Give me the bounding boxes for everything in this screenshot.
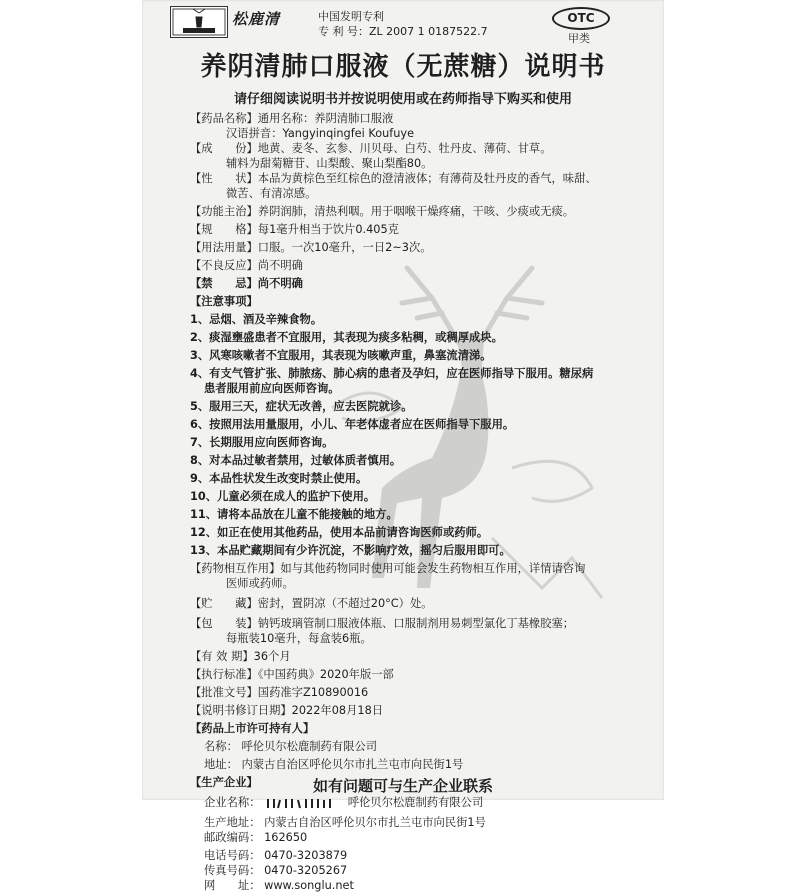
contact-footer: 如有问题可与生产企业联系 (312, 777, 493, 795)
precaution-item: 3、风寒咳嗽者不宜服用，其表现为咳嗽声重，鼻塞流清涕。 (190, 349, 492, 362)
brand-name: 松鹿清 (232, 10, 281, 28)
manufacturer-name-label: 企业名称： (204, 796, 261, 809)
patent-line-2: 专 利 号：ZL 2007 1 0187522.7 (318, 25, 488, 38)
revision-date: 【说明书修订日期】2022年08月18日 (190, 704, 384, 717)
precautions-title: 【注意事项】 (190, 295, 258, 308)
mongolian-script-icon (264, 797, 344, 809)
fax-number: 传真号码： 0470-3205267 (204, 864, 348, 877)
mah-address: 地址： 内蒙古自治区呼伦贝尔市扎兰屯市向民街1号 (204, 758, 464, 771)
approval-number: 【批准文号】国药准字Z10890016 (190, 686, 369, 699)
leaflet-title: 养阴清肺口服液（无蔗糖）说明书 (200, 52, 606, 82)
manufacturer-name-row (190, 795, 600, 810)
precaution-item-cont: 患者服用前应向医师咨询。 (204, 382, 340, 395)
manufacturer-name: 呼伦贝尔松鹿制药有限公司 (347, 796, 484, 809)
precaution-item: 1、忌烟、酒及辛辣食物。 (190, 313, 323, 326)
composition: 【成 份】地黄、麦冬、玄参、川贝母、白芍、牡丹皮、薄荷、甘草。 (190, 142, 552, 155)
standard: 【执行标准】《中国药典》2020年版一部 (190, 668, 394, 681)
shelf-life: 【有 效 期】36个月 (190, 650, 291, 663)
precaution-item: 13、本品贮藏期间有少许沉淀，不影响疗效，摇匀后服用即可。 (190, 544, 511, 557)
adverse-reactions: 【不良反应】尚不明确 (190, 259, 303, 272)
phone-number: 电话号码： 0470-3203879 (204, 849, 348, 862)
precaution-item: 12、如正在使用其他药品，使用本品前请咨询医师或药师。 (190, 526, 489, 539)
precaution-item: 6、按照用法用量服用，小儿、年老体虚者应在医师指导下服用。 (190, 418, 515, 431)
precaution-item: 8、对本品过敏者禁用，过敏体质者慎用。 (190, 454, 402, 467)
drug-name: 【药品名称】通用名称：养阴清肺口服液 (190, 112, 394, 125)
deer-logo-icon (171, 7, 227, 37)
patent-line-1: 中国发明专利 (318, 10, 384, 23)
drug-interactions: 【药物相互作用】如与其他药物同时使用可能会发生药物相互作用，详情请咨询 (190, 562, 586, 575)
leaflet-subtitle: 请仔细阅读说明书并按说明使用或在药师指导下购买和使用 (233, 92, 572, 107)
appearance-cont: 微苦、有清凉感。 (226, 187, 317, 200)
specification: 【规 格】每1毫升相当于饮片0.405克 (190, 223, 399, 236)
appearance: 【性 状】本品为黄棕色至红棕色的澄清液体；有薄荷及牡丹皮的香气，味甜、 (190, 172, 597, 185)
mah-title: 【药品上市许可持有人】 (190, 722, 315, 735)
instruction-leaflet (142, 0, 664, 892)
precaution-item: 2、痰湿壅盛患者不宜服用，其表现为痰多粘稠，或稠厚成块。 (190, 331, 503, 344)
manufacturer-title: 【生产企业】 (190, 776, 258, 789)
brand-logo (170, 6, 228, 38)
excipients: 辅料为甜菊糖苷、山梨酸、聚山梨酯80。 (226, 157, 433, 170)
storage: 【贮 藏】密封，置阴凉（不超过20°C）处。 (190, 597, 433, 610)
patent-info (318, 9, 488, 39)
precaution-item: 7、长期服用应向医师咨询。 (190, 436, 334, 449)
packaging-cont: 每瓶装10毫升，每盒装6瓶。 (226, 632, 372, 645)
precaution-item: 4、有支气管扩张、肺脓疡、肺心病的患者及孕妇，应在医师指导下服用。糖尿病 (190, 367, 594, 380)
website: 网 址： www.songlu.net (204, 879, 354, 892)
postal-code: 邮政编码： 162650 (204, 831, 308, 844)
drug-interactions-cont: 医师或药师。 (226, 577, 294, 590)
manufacturer-address: 生产地址： 内蒙古自治区呼伦贝尔市扎兰屯市向民街1号 (204, 816, 486, 829)
contraindications: 【禁 忌】尚不明确 (190, 277, 303, 290)
precaution-item: 9、本品性状发生改变时禁止使用。 (190, 472, 368, 485)
dosage: 【用法用量】口服。一次10毫升，一日2~3次。 (190, 241, 432, 254)
precaution-item: 11、请将本品放在儿童不能接触的地方。 (190, 508, 398, 521)
precaution-item: 10、儿童必须在成人的监护下使用。 (190, 490, 376, 503)
packaging: 【包 装】钠钙玻璃管制口服液体瓶、口服制剂用易刺型氯化丁基橡胶塞； (190, 617, 575, 630)
otc-class: 甲类 (568, 32, 590, 45)
mah-name: 名称： 呼伦贝尔松鹿制药有限公司 (204, 740, 378, 753)
indications: 【功能主治】养阴润肺，清热利咽。用于咽喉干燥疼痛，干咳、少痰或无痰。 (190, 205, 575, 218)
drug-pinyin: 汉语拼音：Yangyinqingfei Koufuye (226, 127, 415, 140)
otc-badge: OTC (552, 7, 610, 30)
precaution-item: 5、服用三天，症状无改善，应去医院就诊。 (190, 400, 413, 413)
